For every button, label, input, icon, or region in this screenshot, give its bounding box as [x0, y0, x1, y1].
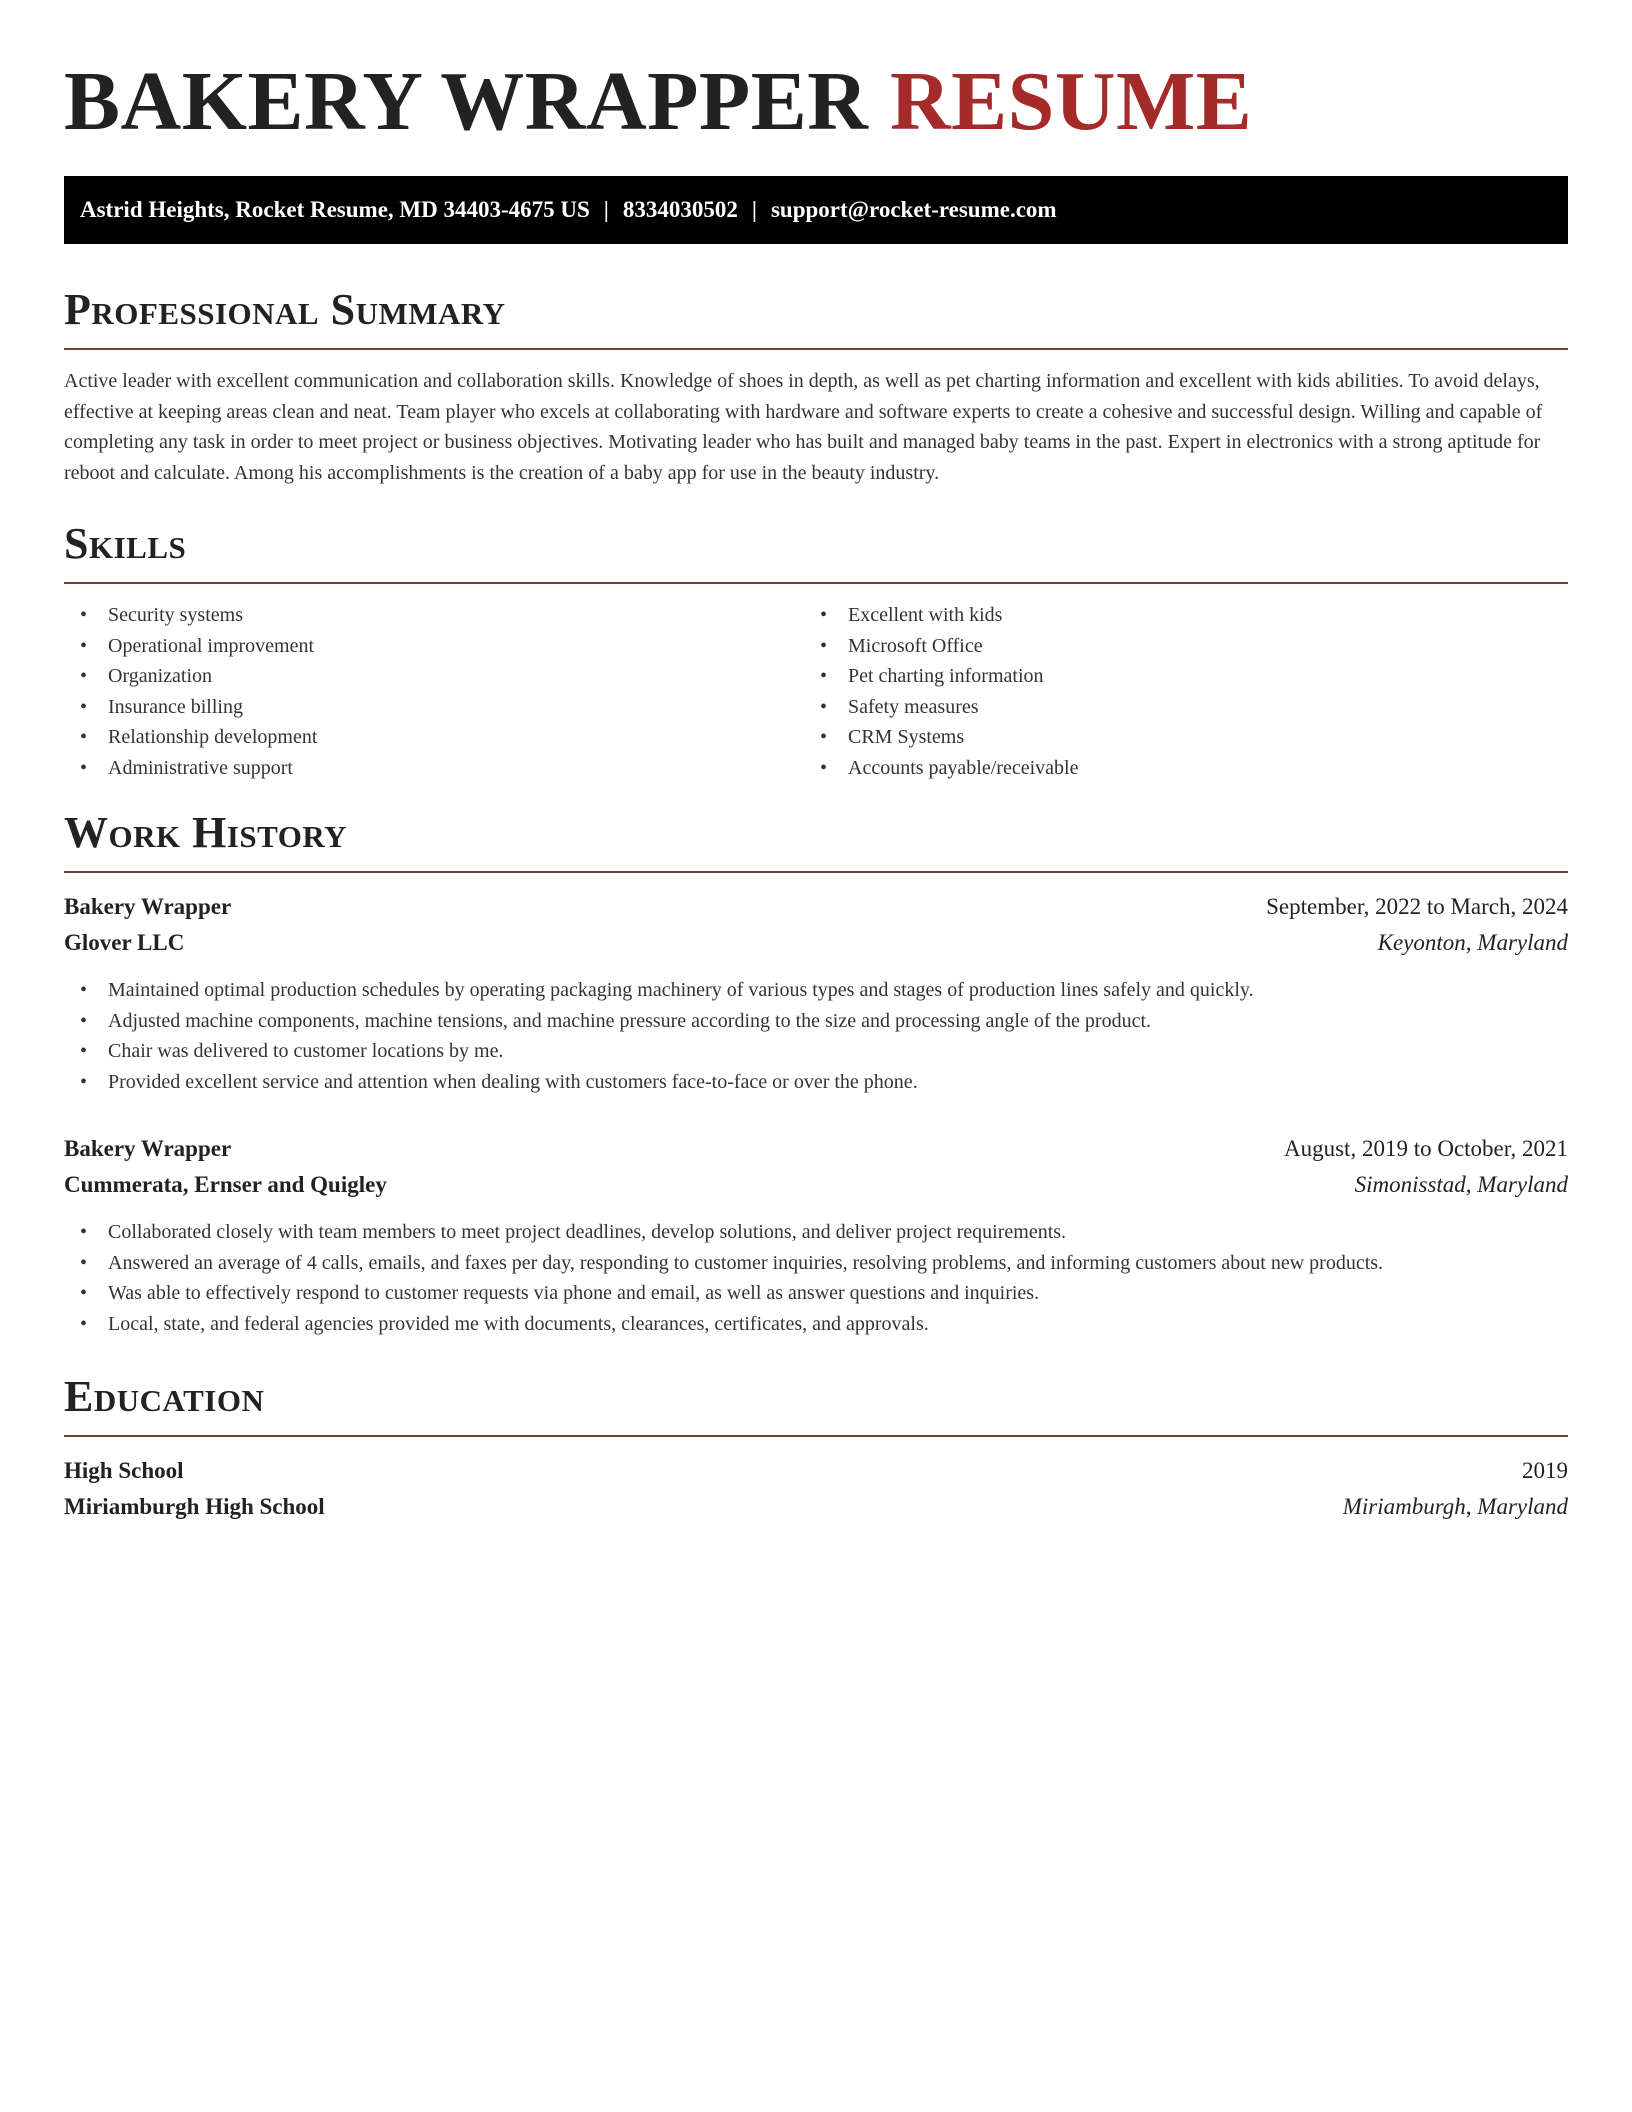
skill-item: • Relationship development	[64, 722, 804, 753]
title-accent: RESUME	[889, 55, 1253, 148]
skills-grid	[64, 600, 1568, 783]
skills-section	[64, 516, 1568, 783]
job-title: Bakery Wrapper	[64, 1136, 232, 1161]
job-bullet: • Collaborated closely with team members to meet project deadlines, develop solutions, and deliver project requirements.	[64, 1217, 1568, 1248]
job-dates: August, 2019 to October, 2021	[1284, 1136, 1568, 1161]
work-history-section	[64, 805, 1568, 1339]
job-bullets	[64, 1217, 1568, 1339]
contact-separator: |	[603, 197, 609, 222]
education-location: Miriamburgh, Maryland	[1342, 1494, 1568, 1519]
job-company: Cummerata, Ernser and Quigley	[64, 1172, 387, 1197]
skill-item: • Excellent with kids	[804, 600, 1544, 631]
job-company: Glover LLC	[64, 930, 185, 955]
summary-section	[64, 282, 1568, 488]
education-degree: High School	[64, 1458, 184, 1483]
job-location: Keyonton, Maryland	[1377, 930, 1568, 955]
skill-item: • Organization	[64, 661, 804, 692]
resume-page	[64, 0, 1568, 1525]
job-bullets	[64, 975, 1568, 1097]
job-bullet: • Provided excellent service and attention when dealing with customers face-to-face or over the phone.	[64, 1067, 1568, 1098]
skill-item: • Security systems	[64, 600, 804, 631]
skills-heading: Skills	[64, 516, 1568, 584]
job-dates: September, 2022 to March, 2024	[1266, 894, 1568, 919]
job-company-row	[64, 1167, 1568, 1203]
contact-address: Astrid Heights, Rocket Resume, MD 34403-4675 US	[80, 197, 590, 222]
skill-item: • Microsoft Office	[804, 631, 1544, 662]
work-history-heading: Work History	[64, 805, 1568, 873]
skill-item: • CRM Systems	[804, 722, 1544, 753]
skills-column-right	[804, 600, 1544, 783]
job-bullet: • Chair was delivered to customer locations by me.	[64, 1036, 1568, 1067]
job-location: Simonisstad, Maryland	[1354, 1172, 1568, 1197]
job-bullet: • Maintained optimal production schedules by operating packaging machinery of various types and stages of production lines safely and quickly.	[64, 975, 1568, 1006]
skill-item: • Operational improvement	[64, 631, 804, 662]
job-bullet: • Was able to effectively respond to customer requests via phone and email, as well as answer questions and inquiries.	[64, 1278, 1568, 1309]
job-entry	[64, 1131, 1568, 1339]
contact-email: support@rocket-resume.com	[770, 197, 1057, 222]
job-bullet: • Local, state, and federal agencies provided me with documents, clearances, certificates, and approvals.	[64, 1309, 1568, 1340]
contact-bar	[64, 176, 1568, 244]
skill-item: • Insurance billing	[64, 692, 804, 723]
job-bullet: • Answered an average of 4 calls, emails, and faxes per day, responding to customer inquiries, resolving problems, and informing customers about new products.	[64, 1248, 1568, 1279]
contact-separator: |	[751, 197, 757, 222]
education-school: Miriamburgh High School	[64, 1494, 325, 1519]
summary-text: Active leader with excellent communication and collaboration skills. Knowledge of shoes in depth, as well as pet charting information and excellent with kids abilities. To avoid delays, effective at keeping areas clean and neat. Team player who excels at collaborating with hardware and software experts to create a cohesive and successful design. Willing and capable of completing any task in order to meet project or business objectives. Motivating leader who has built and managed baby teams in the past. Expert in electronics with a strong aptitude for reboot and calculate. Among his accomplishments is the creation of a baby app for use in the beauty industry.	[64, 370, 1543, 484]
job-entry	[64, 889, 1568, 1097]
job-company-row	[64, 925, 1568, 961]
title-main: BAKERY WRAPPER	[64, 55, 869, 148]
education-school-row	[64, 1489, 1568, 1525]
education-entry	[64, 1453, 1568, 1525]
job-bullet: • Adjusted machine components, machine tensions, and machine pressure according to the size and processing angle of the product.	[64, 1006, 1568, 1037]
education-degree-row	[64, 1453, 1568, 1489]
education-heading: Education	[64, 1369, 1568, 1437]
skill-item: • Accounts payable/receivable	[804, 753, 1544, 784]
job-title-row	[64, 889, 1568, 925]
skill-item: • Safety measures	[804, 692, 1544, 723]
education-section	[64, 1369, 1568, 1525]
resume-title	[64, 0, 1568, 152]
education-year: 2019	[1522, 1458, 1568, 1483]
skill-item: • Pet charting information	[804, 661, 1544, 692]
skills-column-left	[64, 600, 804, 783]
contact-phone: 8334030502	[622, 197, 738, 222]
skill-item: • Administrative support	[64, 753, 804, 784]
job-title-row	[64, 1131, 1568, 1167]
summary-heading: Professional Summary	[64, 282, 1568, 350]
job-title: Bakery Wrapper	[64, 894, 232, 919]
